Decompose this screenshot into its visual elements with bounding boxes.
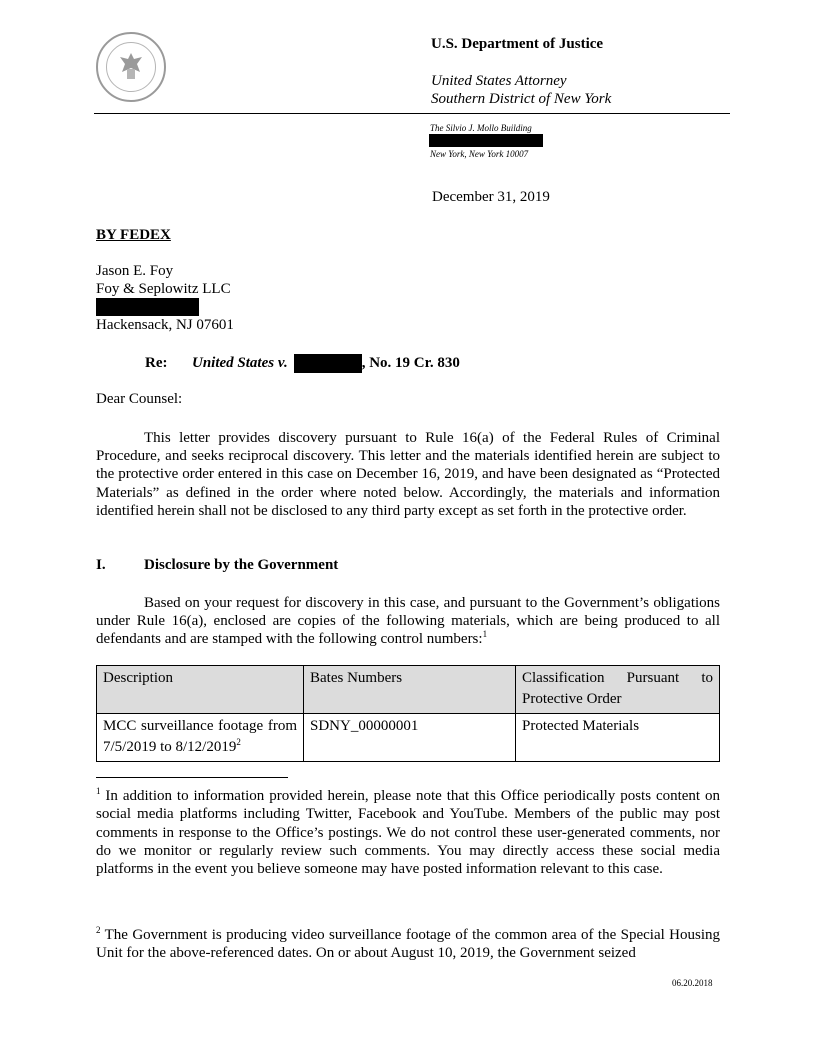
office-city: New York, New York 10007: [430, 149, 529, 159]
letterhead-divider: [94, 113, 730, 114]
footnote-text: In addition to information provided herein, please note that this Office periodically posts content on social media platforms including Twitter, Facebook and YouTube. Members of the public may post comments in response to the Office’s postings. We do not control these user-generated comments, nor do we monitor or regularly review such comments. You may directly access these social media platforms in the event you believe someone may have posted information relevant to this case.: [96, 788, 721, 878]
cell-description: [97, 714, 304, 762]
footnote-text: The Government is producing video surveillance footage of the common area of the Special Housing Unit for the above-referenced dates. On or about August 10, 2019, the Government seized: [96, 927, 721, 962]
re-label: Re:: [145, 355, 168, 371]
delivery-method: BY FEDEX: [96, 227, 171, 243]
case-name: United States v.: [192, 355, 288, 371]
recipient-firm: Foy & Seplowitz LLC: [96, 281, 231, 297]
disclosure-paragraph: [96, 594, 720, 649]
redacted-recipient-street: [96, 298, 199, 316]
footnote-ref-1: 1: [482, 629, 488, 640]
description-text: MCC surveillance footage from 7/5/2019 to 8/12/2019: [103, 718, 297, 755]
footnote-2: [96, 926, 720, 963]
discovery-table: [96, 665, 720, 762]
doj-seal: [96, 32, 166, 102]
recipient-city: Hackensack, NJ 07601: [96, 317, 234, 333]
footnote-marker: 1: [96, 786, 101, 796]
footnote-1: [96, 787, 720, 878]
footnote-divider: [96, 777, 288, 778]
recipient-name: Jason E. Foy: [96, 263, 174, 279]
cell-bates: SDNY_00000001: [304, 714, 516, 762]
table-header-row: [97, 666, 720, 714]
case-number: , No. 19 Cr. 830: [361, 355, 460, 371]
intro-paragraph-text: This letter provides discovery pursuant to Rule 16(a) of the Federal Rules of Criminal Procedure, and seeks reciprocal discovery. This letter and the materials identified herein are subject to the protective order entered in this case on December 16, 2019, and have been designated as “Protected Materials” as defined in the order where noted below. Accordingly, the materials and information identified herein shall not be disclosed to any third party except as set forth in the protective order.: [96, 430, 720, 519]
footer-code: 06.20.2018: [672, 978, 713, 988]
redacted-office-address: [429, 134, 543, 147]
header-classification: Classification Pursuant to Protective Order: [516, 666, 720, 714]
section-title: Disclosure by the Government: [144, 557, 339, 573]
building-name: The Silvio J. Mollo Building: [430, 123, 532, 133]
office-line-2: Southern District of New York: [431, 91, 612, 107]
section-number: I.: [96, 557, 106, 573]
header-description: Description: [97, 666, 304, 714]
intro-paragraph: [96, 429, 720, 520]
office-line-1: United States Attorney: [431, 73, 567, 89]
agency-name: U.S. Department of Justice: [431, 36, 604, 52]
eagle-icon: [116, 50, 146, 84]
cell-classification: Protected Materials: [516, 714, 720, 762]
table-row: [97, 714, 720, 762]
footnote-marker: 2: [96, 925, 101, 935]
disclosure-paragraph-text: Based on your request for discovery in this case, and pursuant to the Government’s obligations under Rule 16(a), enclosed are copies of the following materials, which are being produced to all defendants and are stamped with the following control numbers:: [96, 595, 720, 648]
footnote-ref-2: 2: [236, 737, 241, 747]
greeting: Dear Counsel:: [96, 391, 183, 407]
header-bates: Bates Numbers: [304, 666, 516, 714]
redacted-defendant-name: [294, 354, 362, 373]
letter-date: December 31, 2019: [432, 189, 550, 205]
section-heading: [96, 557, 338, 574]
re-line: [145, 354, 460, 373]
